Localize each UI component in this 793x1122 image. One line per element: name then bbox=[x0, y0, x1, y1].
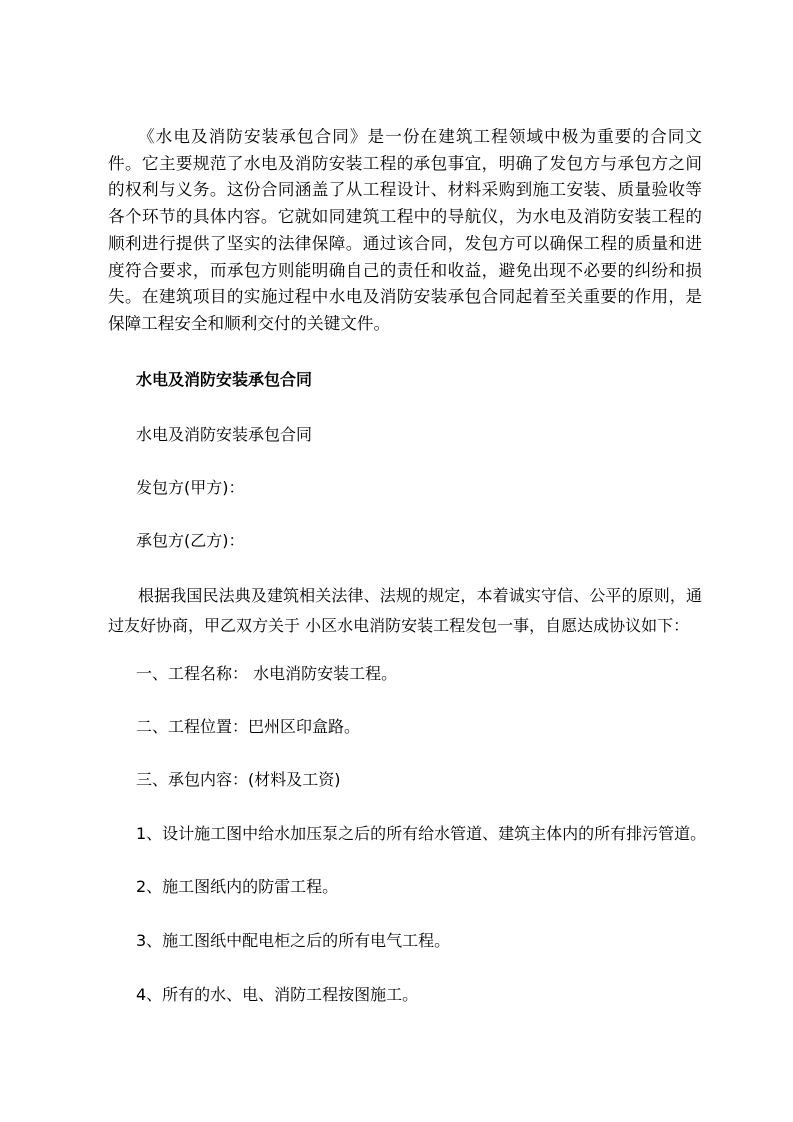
contract-subtitle: 水电及消防安装承包合同 bbox=[136, 425, 313, 444]
scope-item-2: 2、施工图纸内的防雷工程。 bbox=[136, 877, 339, 896]
clause-project-name: 一、工程名称： 水电消防安装工程。 bbox=[136, 664, 398, 683]
preamble-paragraph: 根据我国民法典及建筑相关法律、法规的规定，本着诚实守信、公平的原则，通过友好协商，甲乙双方关于 小区水电消防安装工程发包一事，自愿达成协议如下： bbox=[108, 586, 702, 635]
scope-item-1: 1、设计施工图中给水加压泵之后的所有给水管道、建筑主体内的所有排污管道。 bbox=[136, 824, 707, 843]
intro-paragraph: 《水电及消防安装承包合同》是一份在建筑工程领域中极为重要的合同文件。它主要规范了水电及消防安装工程的承包事宜，明确了发包方与承包方之间的权利与义务。这份合同涵盖了从工程设计、材料采购到施工安装、质量验收等各个环节的具体内容。它就如同建筑工程中的导航仪，为水电及消防安装工程的顺利进行提供了坚实的法律保障。通过该合同，发包方可以确保工程的质量和进度符合要求，而承包方则能明确自己的责任和收益，避免出现不必要的纠纷和损失。在建筑项目的实施过程中水电及消防安装承包合同起着至关重要的作用，是保障工程安全和顺利交付的关键文件。 bbox=[108, 127, 702, 333]
clause-contract-scope: 三、承包内容：(材料及工资) bbox=[136, 770, 341, 789]
party-a-label: 发包方(甲方)： bbox=[136, 478, 245, 497]
scope-item-3: 3、施工图纸中配电柜之后的所有电气工程。 bbox=[136, 931, 451, 950]
scope-item-4: 4、所有的水、电、消防工程按图施工。 bbox=[136, 985, 419, 1004]
party-b-label: 承包方(乙方)： bbox=[136, 531, 245, 550]
document-heading: 水电及消防安装承包合同 bbox=[136, 370, 313, 389]
clause-project-location: 二、工程位置：巴州区印盒路。 bbox=[136, 717, 361, 736]
